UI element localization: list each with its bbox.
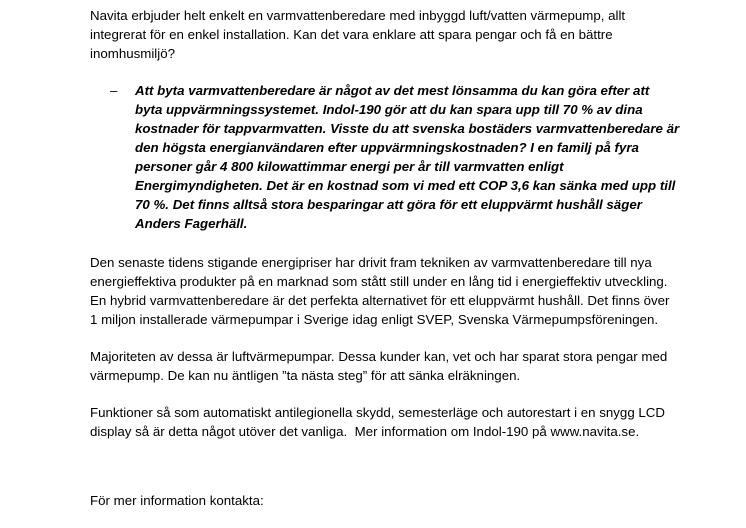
intro-paragraph: Navita erbjuder helt enkelt en varmvattenberedare med inbyggd luft/vatten värmepump, allt integrerat för en enkel installation. Kan det vara enklare att spara pengar och få en bättre inomhusmiljö? — [90, 8, 629, 61]
document-page — [90, 6, 683, 528]
market-paragraph: Den senaste tidens stigande energipriser har drivit fram tekniken av varmvattenberedare till nya energieffektiva produkter på en marknad som stått still under en lång tid i energieffektiv utveckling. En hybrid varmvattenberedare är det perfekta alternativet för ett eluppvärmt hushåll. Det finns över 1 miljon installerade värmepumpar i Sverige idag enligt SVEP, Svenska Värmepumpsföreningen. — [90, 255, 675, 327]
heatpump-paragraph: Majoriteten av dessa är luftvärmepumpar. Dessa kunder kan, vet och har sparat stora pengar med värmepump. De kan nu äntligen ”ta nästa steg” för att sänka elräkningen. — [90, 349, 671, 383]
features-paragraph: Funktioner så som automatiskt antilegionella skydd, semesterläge och autorestart i en snygg LCD display så är detta något utöver det vanliga. Mer information om Indol-190 på www.navita.se. — [90, 405, 669, 439]
dash-bullet: – — [110, 83, 118, 98]
contact-heading: För mer information kontakta: — [90, 493, 264, 508]
quote-text: Att byta varmvattenberedare är något av det mest lönsamma du kan göra efter att byta uppvärmningssystemet. Indol-190 gör att du kan spara upp till 70 % av dina kostnader för tappvarmvatten. Visste du att svenska bostäders varmvattenberedare är den högsta energianvändaren efter uppvärmningskostnaden? I en familj på fyra personer går 4 800 kilowattimmar energi per år till varmvatten enligt Energimyndigheten. Det är en kostnad som vi med ett COP 3,6 kan sänka med upp till 70 %. Det finns alltså stora besparingar att göra för ett eluppvärmt hushåll säger Anders Fagerhäll. — [135, 83, 683, 231]
spacer — [90, 459, 680, 491]
quote-block — [90, 81, 683, 233]
